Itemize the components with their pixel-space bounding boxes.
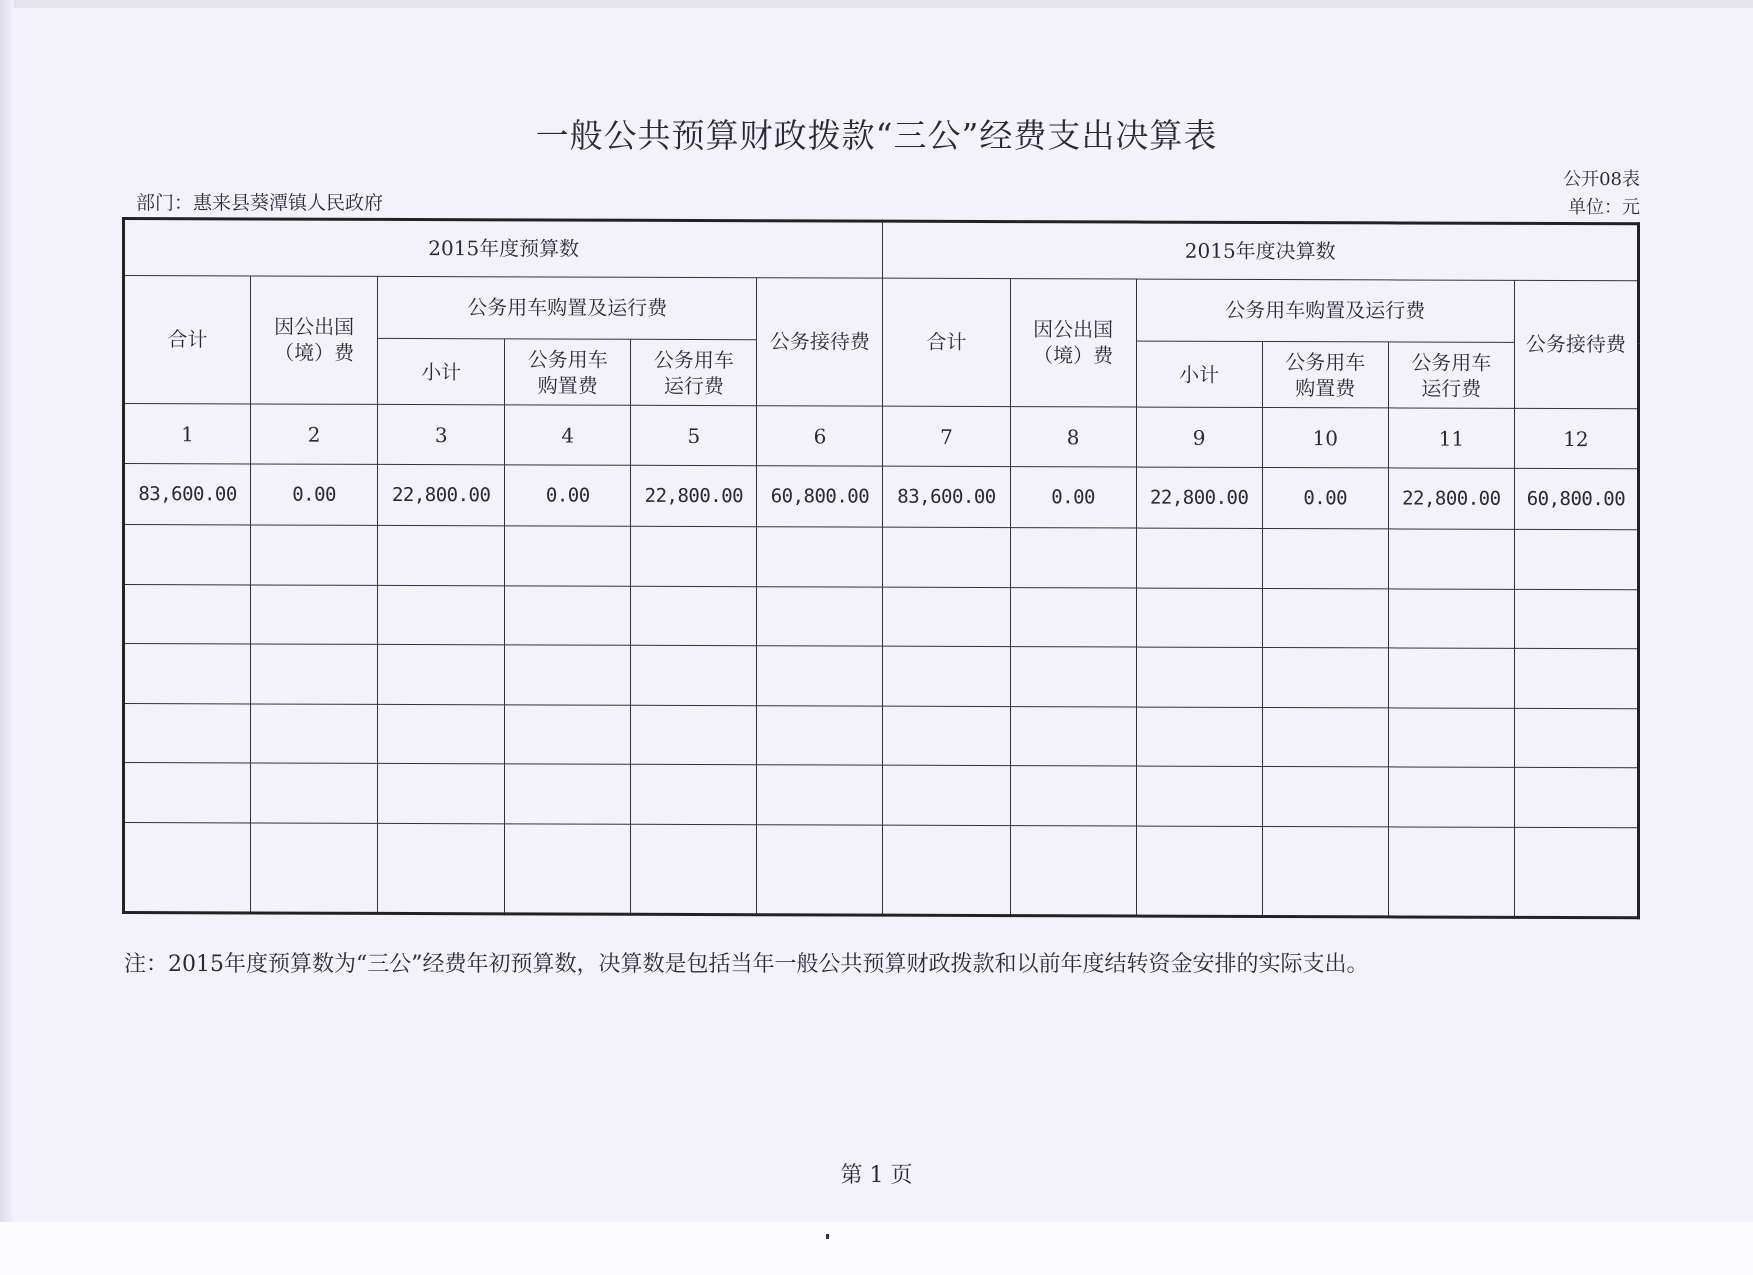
final-vehicle-purchase-value: 0.00 — [1262, 468, 1388, 529]
page-number: 第 1 页 — [840, 1163, 913, 1188]
budget-vehicle-operation-value: 22,800.00 — [631, 466, 757, 527]
column-number: 7 — [883, 406, 1010, 467]
expense-table — [122, 217, 1640, 919]
column-number: 6 — [757, 406, 883, 467]
department-label: 部门：惠来县葵潭镇人民政府 — [136, 192, 384, 214]
empty-row — [124, 823, 1639, 918]
group-header-row — [124, 219, 1639, 281]
budget-total-header: 合计 — [124, 275, 251, 404]
empty-row — [124, 763, 1639, 828]
budget-reception-header: 公务接待费 — [757, 277, 883, 406]
column-number-row — [124, 403, 1639, 469]
budget-total-value: 83,600.00 — [124, 464, 251, 525]
empty-row — [124, 703, 1639, 768]
data-row — [124, 464, 1639, 530]
budget-group-header: 2015年度预算数 — [124, 219, 883, 278]
empty-row — [124, 584, 1639, 649]
budget-vehicle-purchase-value: 0.00 — [505, 465, 631, 526]
budget-vehicle-operation-header: 公务用车运行费 — [631, 339, 757, 405]
column-number: 1 — [124, 403, 251, 464]
budget-reception-value: 60,800.00 — [757, 466, 883, 527]
final-vehicle-subtotal-value: 22,800.00 — [1136, 467, 1262, 528]
footnote: 注：2015年度预算数为“三公”经费年初预算数，决算数是包括当年一般公共预算财政拨款和以前年度结转资金安排的实际支出。 — [124, 952, 1369, 977]
column-number: 2 — [251, 404, 378, 465]
budget-vehicle-header: 公务用车购置及运行费 — [378, 276, 757, 340]
column-number: 3 — [378, 404, 505, 465]
document-title: 一般公共预算财政拨款“三公”经费支出决算表 — [535, 116, 1218, 155]
column-header-row — [124, 275, 1639, 343]
final-abroad-value: 0.00 — [1010, 467, 1136, 528]
budget-abroad-value: 0.00 — [251, 464, 378, 525]
column-number: 11 — [1388, 408, 1514, 469]
page-bottom-edge — [0, 1222, 1753, 1275]
budget-vehicle-subtotal-value: 22,800.00 — [378, 465, 505, 526]
column-number: 8 — [1010, 406, 1136, 467]
scan-speck — [826, 1234, 829, 1239]
budget-abroad-header: 因公出国（境）费 — [251, 276, 378, 405]
table-container — [122, 217, 1640, 919]
final-vehicle-operation-value: 22,800.00 — [1388, 468, 1514, 529]
form-code: 公开08表 — [1563, 169, 1640, 190]
unit-label: 单位：元 — [1568, 197, 1640, 218]
final-total-value: 83,600.00 — [883, 467, 1010, 528]
page-top-edge — [0, 0, 1753, 8]
empty-row — [124, 525, 1639, 590]
final-total-header: 合计 — [883, 278, 1010, 407]
final-subtotal-header: 小计 — [1136, 341, 1262, 407]
final-vehicle-operation-header: 公务用车运行费 — [1388, 342, 1514, 408]
budget-vehicle-purchase-header: 公务用车购置费 — [505, 339, 631, 405]
final-reception-header: 公务接待费 — [1514, 280, 1638, 409]
column-number: 4 — [505, 405, 631, 466]
column-number: 10 — [1262, 407, 1388, 468]
column-number: 12 — [1514, 408, 1638, 469]
final-group-header: 2015年度决算数 — [883, 221, 1639, 280]
empty-row — [124, 644, 1639, 709]
column-number: 9 — [1136, 407, 1262, 468]
final-abroad-header: 因公出国（境）费 — [1010, 278, 1136, 407]
final-vehicle-header: 公务用车购置及运行费 — [1136, 279, 1514, 343]
page-left-edge — [0, 0, 14, 1222]
column-number: 5 — [631, 405, 757, 466]
final-reception-value: 60,800.00 — [1514, 469, 1638, 530]
budget-subtotal-header: 小计 — [378, 339, 505, 405]
final-vehicle-purchase-header: 公务用车购置费 — [1262, 342, 1388, 408]
